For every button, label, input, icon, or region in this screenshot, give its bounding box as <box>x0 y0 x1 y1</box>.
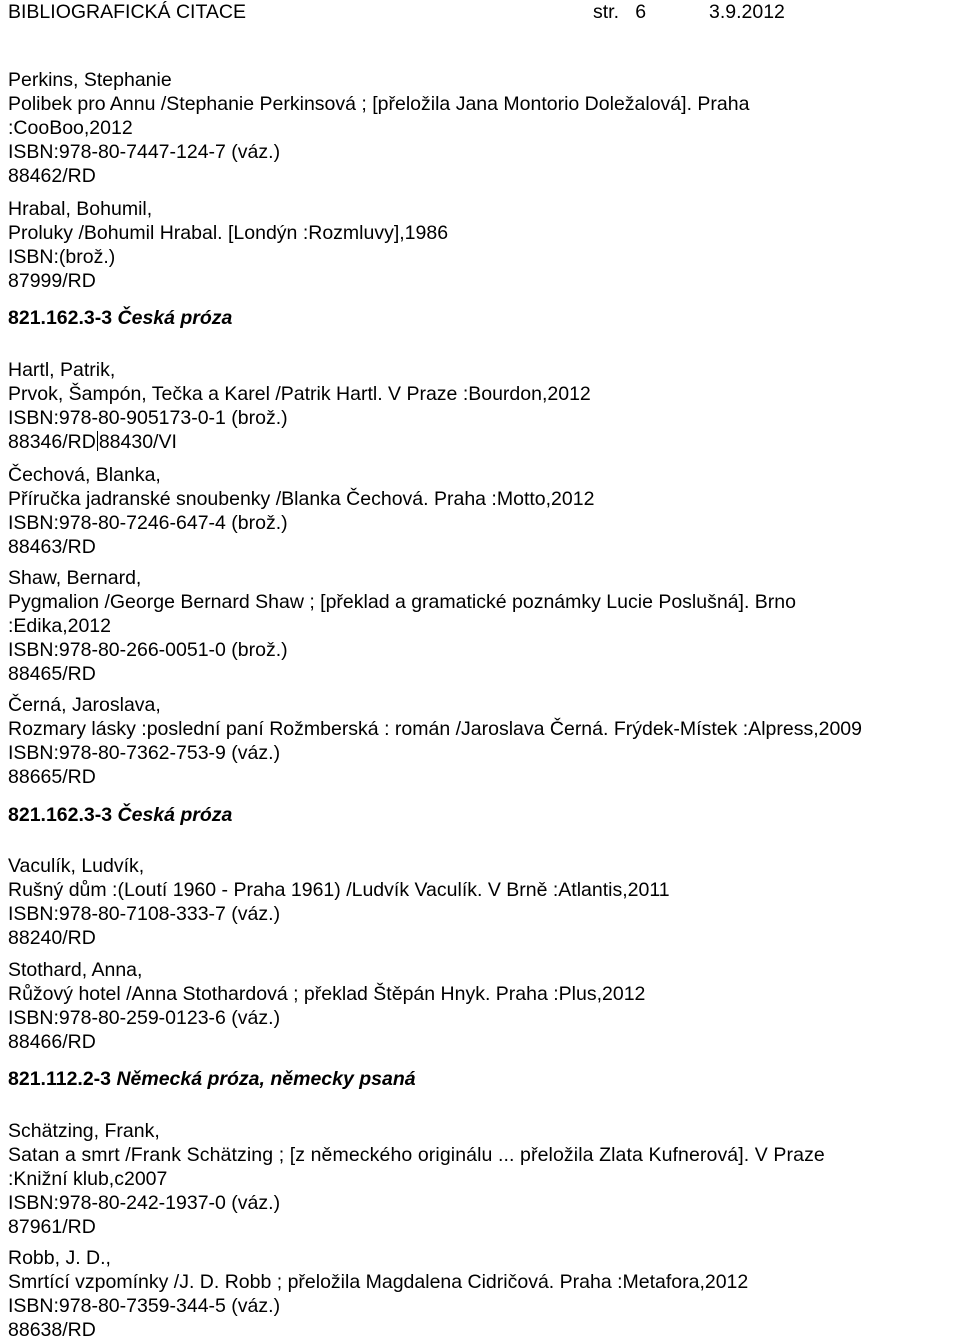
entry-title: Rušný dům :(Loutí 1960 - Praha 1961) /Ludvík Vaculík. V Brně :Atlantis,2011 <box>8 879 670 901</box>
section-code: 821.162.3-3 <box>8 307 113 329</box>
citation-entry <box>8 854 952 950</box>
entry-title: Růžový hotel /Anna Stothardová ; překlad Štěpán Hnyk. Praha :Plus,2012 <box>8 983 646 1005</box>
entry-title-continued: :Edika,2012 <box>8 615 111 637</box>
entry-shelfmark: 88240/RD <box>8 927 96 949</box>
section-name: Německá próza, německy psaná <box>116 1068 416 1090</box>
citation-entry <box>8 693 952 789</box>
entry-isbn: ISBN:978-80-7359-344-5 (váz.) <box>8 1295 281 1317</box>
header-title: BIBLIOGRAFICKÁ CITACE <box>8 1 247 23</box>
entry-author: Schätzing, Frank, <box>8 1120 160 1142</box>
entry-isbn: ISBN:978-80-266-0051-0 (brož.) <box>8 639 288 661</box>
citation-entry <box>8 197 952 293</box>
entry-isbn: ISBN:(brož.) <box>8 246 116 268</box>
entry-author: Perkins, Stephanie <box>8 69 172 91</box>
entry-shelfmark: 88638/RD <box>8 1319 96 1341</box>
entry-shelfmark: 88462/RD <box>8 165 96 187</box>
entry-author: Hrabal, Bohumil, <box>8 198 153 220</box>
citation-entry <box>8 958 952 1054</box>
entry-title: Smrtící vzpomínky /J. D. Robb ; přeložila Magdalena Cidričová. Praha :Metafora,2012 <box>8 1271 749 1293</box>
entry-shelfmark: 87999/RD <box>8 270 96 292</box>
entry-shelfmark: 88466/RD <box>8 1031 96 1053</box>
citation-entry <box>8 463 952 559</box>
entry-title: Příručka jadranské snoubenky /Blanka Čechová. Praha :Motto,2012 <box>8 488 595 510</box>
entry-title-continued: :CooBoo,2012 <box>8 117 133 139</box>
citation-entry <box>8 566 952 686</box>
entry-title: Proluky /Bohumil Hrabal. [Londýn :Rozmluvy],1986 <box>8 222 449 244</box>
entry-author: Shaw, Bernard, <box>8 567 142 589</box>
entry-shelfmark: 88463/RD <box>8 536 96 558</box>
entry-author: Robb, J. D., <box>8 1247 111 1269</box>
entry-title: Prvok, Šampón, Tečka a Karel /Patrik Hartl. V Praze :Bourdon,2012 <box>8 383 591 405</box>
citation-entry <box>8 1246 952 1342</box>
entry-author: Stothard, Anna, <box>8 959 143 981</box>
entry-isbn: ISBN:978-80-259-0123-6 (váz.) <box>8 1007 281 1029</box>
citation-entry <box>8 1119 952 1239</box>
section-code: 821.162.3-3 <box>8 804 113 826</box>
entry-shelfmarks <box>8 430 952 454</box>
section-code: 821.112.2-3 <box>8 1068 112 1090</box>
entry-title: Rozmary lásky :poslední paní Rožmberská : román /Jaroslava Černá. Frýdek-Místek :Alpress,2009 <box>8 718 863 740</box>
entry-author: Černá, Jaroslava, <box>8 694 161 716</box>
section-heading <box>8 306 232 330</box>
entry-isbn: ISBN:978-80-7108-333-7 (váz.) <box>8 903 281 925</box>
page-header <box>8 0 952 24</box>
header-page-number: str. 6 <box>593 1 647 23</box>
entry-shelfmark: 87961/RD <box>8 1216 96 1238</box>
citation-entry <box>8 358 952 454</box>
entry-isbn: ISBN:978-80-905173-0-1 (brož.) <box>8 407 288 429</box>
entry-author: Čechová, Blanka, <box>8 464 161 486</box>
entry-title: Satan a smrt /Frank Schätzing ; [z německého originálu ... přeložila Zlata Kufnerová]. V Praze <box>8 1144 825 1166</box>
entry-shelfmark: 88430/VI <box>98 431 177 453</box>
section-name: Česká próza <box>117 307 233 329</box>
entry-isbn: ISBN:978-80-7447-124-7 (váz.) <box>8 141 281 163</box>
shelfmark-separator <box>97 431 98 451</box>
section-name: Česká próza <box>117 804 233 826</box>
entry-title-continued: :Knižní klub,c2007 <box>8 1168 168 1190</box>
section-heading <box>8 1067 416 1091</box>
entry-shelfmark: 88465/RD <box>8 663 96 685</box>
entry-title: Polibek pro Annu /Stephanie Perkinsová ; [přeložila Jana Montorio Doležalová]. Praha <box>8 93 750 115</box>
entry-isbn: ISBN:978-80-242-1937-0 (váz.) <box>8 1192 281 1214</box>
header-date: 3.9.2012 <box>709 1 785 23</box>
entry-title: Pygmalion /George Bernard Shaw ; [překlad a gramatické poznámky Lucie Poslušná]. Brno <box>8 591 796 613</box>
citation-entry <box>8 68 952 188</box>
entry-shelfmark: 88346/RD <box>8 431 96 453</box>
entry-shelfmark: 88665/RD <box>8 766 96 788</box>
entry-isbn: ISBN:978-80-7246-647-4 (brož.) <box>8 512 288 534</box>
section-heading <box>8 803 232 827</box>
entry-author: Vaculík, Ludvík, <box>8 855 145 877</box>
entry-isbn: ISBN:978-80-7362-753-9 (váz.) <box>8 742 281 764</box>
entry-author: Hartl, Patrik, <box>8 359 116 381</box>
